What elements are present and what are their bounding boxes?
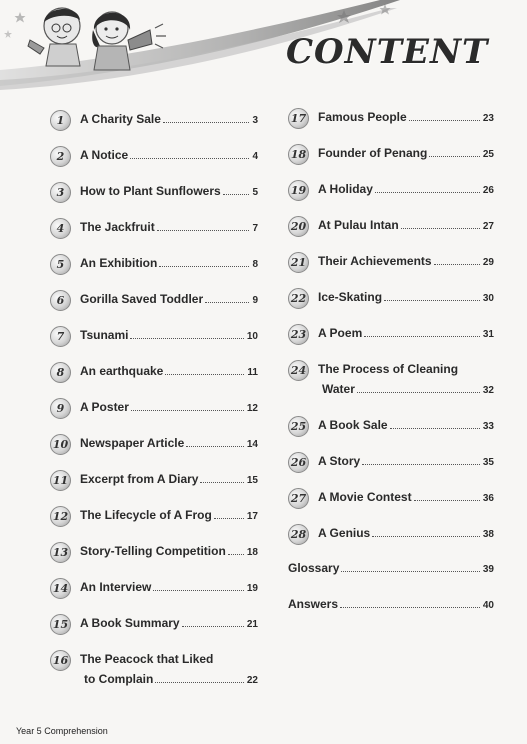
toc-entry[interactable] [50, 144, 258, 180]
toc-entry[interactable] [50, 468, 258, 504]
dot-leader [434, 263, 480, 265]
chapter-title-line2: Water [322, 382, 355, 396]
page-number: 12 [246, 403, 258, 414]
toc-entry-glossary[interactable] [288, 561, 494, 575]
page-number: 22 [246, 675, 258, 686]
page-title: CONTENT [286, 32, 489, 72]
chapter-number-badge: 15 [50, 614, 71, 635]
toc-entry[interactable] [288, 250, 494, 286]
page-number: 26 [482, 185, 494, 196]
dot-leader [153, 589, 244, 591]
dot-leader [372, 535, 480, 537]
page-number: 27 [482, 221, 494, 232]
chapter-title: Newspaper Article [80, 436, 185, 450]
page-number: 33 [482, 421, 494, 432]
dot-leader [205, 301, 249, 303]
chapter-title: Their Achievements [318, 254, 432, 268]
chapter-number-badge: 14 [50, 578, 71, 599]
chapter-title: A Genius [318, 526, 371, 540]
toc-entry[interactable] [288, 178, 494, 214]
page-number: 4 [252, 151, 258, 162]
toc-entry[interactable] [50, 504, 258, 540]
chapter-title: A Holiday [318, 182, 373, 196]
toc-entry[interactable] [50, 324, 258, 360]
page-number: 11 [247, 367, 258, 378]
chapter-title: Founder of Penang [318, 146, 428, 160]
chapter-number-badge: 2 [50, 146, 71, 167]
page-number: 31 [482, 329, 494, 340]
chapter-title: A Book Summary [80, 616, 180, 630]
page-number: 38 [482, 529, 494, 540]
dot-leader [159, 265, 249, 267]
toc-entry[interactable] [288, 106, 494, 142]
chapter-title: A Story [318, 454, 361, 468]
dot-leader [130, 157, 249, 159]
toc-entry[interactable] [288, 358, 494, 414]
page-number: 29 [482, 257, 494, 268]
dot-leader [155, 681, 244, 683]
chapter-title: At Pulau Intan [318, 218, 399, 232]
chapter-number-badge: 1 [50, 110, 71, 131]
chapter-title: An Exhibition [80, 256, 158, 270]
page-number: 19 [246, 583, 258, 594]
chapter-number-badge: 20 [288, 216, 309, 237]
page-number: 23 [482, 113, 494, 124]
chapter-number-badge: 27 [288, 488, 309, 509]
chapter-number-badge: 8 [50, 362, 71, 383]
chapter-number-badge: 16 [50, 650, 71, 671]
page-number: 17 [246, 511, 258, 522]
toc-entry-answers[interactable] [288, 597, 494, 611]
dot-leader [409, 119, 480, 121]
page-number: 35 [482, 457, 494, 468]
chapter-number-badge: 4 [50, 218, 71, 239]
dot-leader [130, 337, 243, 339]
toc-entry[interactable] [50, 432, 258, 468]
toc-entry[interactable] [50, 360, 258, 396]
toc-entry[interactable] [288, 214, 494, 250]
chapter-title: Gorilla Saved Toddler [80, 292, 204, 306]
dot-leader [341, 570, 480, 572]
dot-leader [364, 335, 480, 337]
toc-entry[interactable] [50, 540, 258, 576]
chapter-number-badge: 17 [288, 108, 309, 129]
chapter-number-badge: 6 [50, 290, 71, 311]
dot-leader [429, 155, 480, 157]
page-number: 18 [246, 547, 258, 558]
chapter-title: Famous People [318, 110, 407, 124]
chapter-number-badge: 28 [288, 524, 309, 545]
page-number: 25 [482, 149, 494, 160]
toc-entry[interactable] [50, 108, 258, 144]
chapter-number-badge: 13 [50, 542, 71, 563]
dot-leader [401, 227, 480, 229]
page-number: 9 [252, 295, 258, 306]
page-number: 8 [252, 259, 258, 270]
toc-entry[interactable] [50, 612, 258, 648]
chapter-title: A Charity Sale [80, 112, 161, 126]
dot-leader [375, 191, 480, 193]
toc-entry[interactable] [288, 414, 494, 450]
chapter-number-badge: 10 [50, 434, 71, 455]
dot-leader [362, 463, 480, 465]
dot-leader [186, 445, 244, 447]
chapter-title: Ice-Skating [318, 290, 383, 304]
toc-entry[interactable] [50, 288, 258, 324]
chapter-title: A Poem [318, 326, 363, 340]
chapter-number-badge: 19 [288, 180, 309, 201]
chapter-title: An Interview [80, 580, 152, 594]
toc-entry[interactable] [50, 252, 258, 288]
dot-leader [214, 517, 244, 519]
page-number: 21 [246, 619, 258, 630]
chapter-number-badge: 5 [50, 254, 71, 275]
chapter-number-badge: 21 [288, 252, 309, 273]
dot-leader [390, 427, 480, 429]
dot-leader [414, 499, 480, 501]
toc-entry[interactable] [50, 648, 258, 704]
page-number: 39 [482, 564, 494, 575]
chapter-title: Excerpt from A Diary [80, 472, 199, 486]
chapter-number-badge: 3 [50, 182, 71, 203]
page-number: 3 [252, 115, 258, 126]
chapter-title: The Process of Cleaning [318, 362, 459, 376]
chapter-title: Tsunami [80, 328, 129, 342]
dot-leader [384, 299, 480, 301]
dot-leader [223, 193, 250, 195]
chapter-number-badge: 24 [288, 360, 309, 381]
chapter-number-badge: 23 [288, 324, 309, 345]
page-number: 14 [246, 439, 258, 450]
toc-entry[interactable] [288, 450, 494, 486]
dot-leader [165, 373, 244, 375]
dot-leader [200, 481, 243, 483]
dot-leader [228, 553, 244, 555]
page-footer: Year 5 Comprehension [16, 726, 108, 736]
page-number: 30 [482, 293, 494, 304]
chapter-title: A Book Sale [318, 418, 388, 432]
toc-entry[interactable] [50, 576, 258, 612]
toc-entry[interactable] [50, 180, 258, 216]
chapter-number-badge: 9 [50, 398, 71, 419]
page-number: 40 [482, 600, 494, 611]
chapter-number-badge: 25 [288, 416, 309, 437]
toc-entry[interactable] [50, 216, 258, 252]
dot-leader [182, 625, 244, 627]
chapter-title: The Peacock that Liked [80, 652, 214, 666]
toc-entry[interactable] [50, 396, 258, 432]
dot-leader [340, 606, 480, 608]
dot-leader [357, 391, 480, 393]
page-number: 5 [252, 187, 258, 198]
toc-entry[interactable] [288, 286, 494, 322]
chapter-number-badge: 26 [288, 452, 309, 473]
page-number: 32 [482, 385, 494, 396]
chapter-number-badge: 18 [288, 144, 309, 165]
toc-entry[interactable] [288, 522, 494, 558]
chapter-title: Story-Telling Competition [80, 544, 226, 558]
dot-leader [163, 121, 250, 123]
page-number: 36 [482, 493, 494, 504]
toc-entry[interactable] [288, 142, 494, 178]
chapter-number-badge: 22 [288, 288, 309, 309]
toc-entry[interactable] [288, 322, 494, 358]
dot-leader [131, 409, 244, 411]
toc-right-column [288, 106, 494, 611]
chapter-number-badge: 11 [50, 470, 71, 491]
toc-entry[interactable] [288, 486, 494, 522]
chapter-number-badge: 7 [50, 326, 71, 347]
section-title: Answers [288, 597, 339, 611]
chapter-number-badge: 12 [50, 506, 71, 527]
section-title: Glossary [288, 561, 340, 575]
toc-left-column [50, 108, 258, 704]
chapter-title: A Poster [80, 400, 129, 414]
chapter-title: The Jackfruit [80, 220, 155, 234]
chapter-title: A Notice [80, 148, 129, 162]
chapter-title: The Lifecycle of A Frog [80, 508, 212, 522]
chapter-title: How to Plant Sunflowers [80, 184, 221, 198]
chapter-title-line2: to Complain [84, 672, 154, 686]
chapter-title: An earthquake [80, 364, 164, 378]
dot-leader [157, 229, 250, 231]
chapter-title: A Movie Contest [318, 490, 412, 504]
page-number: 10 [246, 331, 258, 342]
page-number: 15 [246, 475, 258, 486]
page-number: 7 [252, 223, 258, 234]
